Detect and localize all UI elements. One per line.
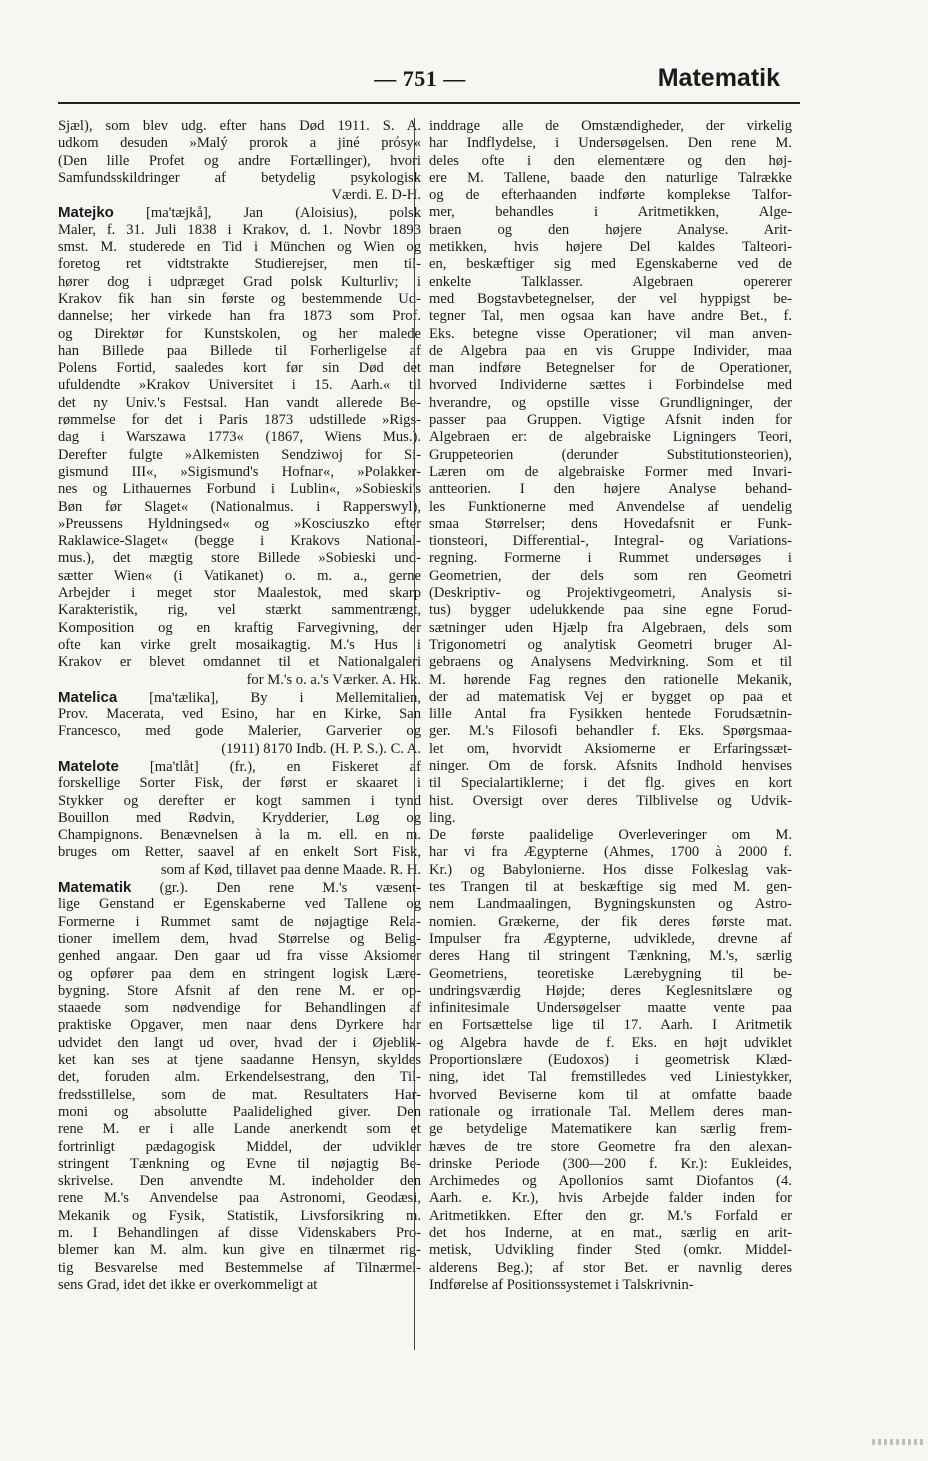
line-text: Samfundsskildringer af betydelig psykologisk <box>58 169 421 186</box>
text-line: alderens Beg.); af stor Bet. er navnlig deres <box>429 1259 792 1276</box>
text-line <box>58 1121 421 1138</box>
text-line: Aritmetikken. Efter den gr. M.'s Forfald er <box>429 1207 792 1224</box>
text-line <box>58 1139 421 1156</box>
text-line: braen og den højere Analyse. Arit- <box>429 221 792 238</box>
text-line: ere M. Tallene, baade den naturlige Talrække <box>429 169 792 186</box>
text-line: deres Hang til stringent Tænkning, M.'s, særlig <box>429 948 792 965</box>
text-line: sætninger uden Hjælp fra Algebraen, dels som <box>429 619 792 636</box>
text-line <box>58 654 421 671</box>
text-line: gebraens og Analysens Medvirkning. Som et til <box>429 654 792 671</box>
text-line <box>58 187 421 204</box>
line-text: staaede som nødvendige for Behandlingen af <box>58 1000 421 1017</box>
line-text: bygning. Store Afsnit af den rene M. er op- <box>58 982 421 999</box>
line-text: »Preussens Hyldningsed« og »Kosciuszko efter <box>58 515 421 532</box>
text-line <box>58 153 421 170</box>
line-text: det ny Univ.'s Festsal. Han vandt allerede Be- <box>58 394 421 411</box>
line-text: ofte kan virke grelt mosaikagtig. M.'s Hus i <box>58 636 421 653</box>
text-line <box>58 533 421 550</box>
line-text: gismund III«, »Sigismund's Hofnar«, »Polakker- <box>58 463 421 480</box>
text-line <box>58 1260 421 1277</box>
line-text: hører dog i udpræget Grad polsk Kulturliv; i <box>58 273 421 290</box>
line-text: det, foruden alm. Erkendelsestrang, den Til- <box>58 1069 421 1086</box>
text-line: inddrage alle de Omstændigheder, der virkelig <box>429 118 792 134</box>
line-text: bruges om Retter, saavel af en enkelt Sort Fisk, <box>58 844 421 861</box>
line-text: [ma'tæjkå], Jan (Aloisius), polsk <box>113 205 421 222</box>
line-text: nes og Lithauernes Forbund i Lublin«, »Sobieski's <box>58 481 421 498</box>
text-line <box>58 741 421 758</box>
text-line: de Algebra paa en vis Gruppe Individer, maa <box>429 342 792 359</box>
text-line: tionsteori, Differential-, Integral- og Variations- <box>429 533 792 550</box>
text-line <box>58 447 421 464</box>
text-line <box>58 672 421 689</box>
text-line <box>58 1156 421 1173</box>
text-line: Eks. betegne visse Operationer; vil man anven- <box>429 325 792 342</box>
text-line <box>58 464 421 481</box>
line-text: foretog ret vidtstrakte Studierejser, men til- <box>58 256 421 273</box>
text-line: regning. Formerne i Rummet undersøges i <box>429 550 792 567</box>
text-line: Indførelse af Positionssystemet i Talskrivnin- <box>429 1276 694 1293</box>
text-line <box>58 966 421 983</box>
text-line <box>58 948 421 965</box>
text-line: det hos Inderne, at en mat., særlig en arit- <box>429 1225 792 1241</box>
text-line: metikken, hvis højere Del kaldes Talteori- <box>429 239 792 256</box>
text-line: med Bogstavbetegnelser, der vel hyppigst be- <box>429 290 792 307</box>
text-line: M. hørende Fag regnes den rationelle Mekanik, <box>429 671 792 688</box>
text-line <box>58 1225 421 1242</box>
text-line: Kr.) og Babylonierne. Hos disse Folkeslag vak- <box>429 861 792 878</box>
text-line: mer, behandles i Aritmetikken, Alge- <box>429 204 792 221</box>
line-text: genhed angaar. Den gaar ud fra visse Aksiomer <box>58 948 421 965</box>
text-line <box>58 983 421 1000</box>
text-line: passer paa Gruppen. Vigtige Afsnit inden for <box>429 412 792 429</box>
line-text: Polens Fortid, saaledes kort før sin Død det <box>58 360 421 377</box>
text-line <box>58 637 421 654</box>
line-text: (Den lille Profet og andre Fortællinger), hvori <box>58 152 421 169</box>
column-divider <box>414 118 415 1350</box>
line-text: blemer kan M. alm. kun give en tilnærmet rig- <box>58 1242 421 1259</box>
text-line <box>58 1208 421 1225</box>
text-line: antteorien. I den højere Analyse behand- <box>429 481 792 498</box>
scan-artifact <box>872 1439 924 1445</box>
line-text: han Billede paa Billede til Forherligelse af <box>58 342 421 359</box>
line-text: Champignons. Benævnelsen à la m. ell. en m. <box>58 827 421 844</box>
text-line <box>58 326 421 343</box>
line-text: Formerne i Rummet samt de nøjagtige Rela- <box>58 913 421 930</box>
line-text: dag i Warszawa 1773« (1867, Wiens Mus.). <box>58 429 421 446</box>
text-line: lille Antal fra Fysikken hentede Forudsætnin- <box>429 706 792 723</box>
text-line <box>58 931 421 948</box>
text-line: Aarh. e. Kr.), hvis Arbejde falder inden for <box>429 1190 792 1207</box>
text-line <box>58 793 421 810</box>
text-line <box>58 1173 421 1190</box>
text-line <box>58 810 421 827</box>
text-line <box>58 222 421 239</box>
text-line: deles ofte i den elementære og den høj- <box>429 152 792 169</box>
text-line: nomien. Grækerne, der fik deres første mat. <box>429 913 792 930</box>
text-line <box>58 412 421 429</box>
text-line <box>58 1035 421 1052</box>
running-head: Matematik <box>657 64 780 92</box>
line-text: sætter Wien« (i Vatikanet) o. m. a., gerne <box>58 567 421 584</box>
page-number: — 751 — <box>374 66 466 91</box>
text-line: De første paalidelige Overleveringer om M. <box>429 827 792 844</box>
line-text: tioner imellem dem, hvad Størrelse og Belig- <box>58 930 421 947</box>
text-line <box>58 170 421 187</box>
text-line <box>58 1277 421 1294</box>
entry-headword: Matematik <box>58 879 132 897</box>
text-line <box>58 879 421 896</box>
text-line: Archimedes og Apollonios samt Diofantos (4. <box>429 1173 792 1190</box>
line-text: dannelse; her virkede han fra 1873 som Prof. <box>58 308 421 325</box>
header-rule <box>58 102 800 104</box>
text-line: drinske Periode (300—200 f. Kr.): Eukleides, <box>429 1155 792 1172</box>
text-line: ger. M.'s Filosofi behandler f. Eks. Spørgsmaa- <box>429 723 792 740</box>
text-line: hist. Oversigt over deres Tilblivelse og Udvik- <box>429 792 792 809</box>
text-line: Impulser fra Ægypterne, udviklede, drevne af <box>429 930 792 947</box>
text-line: og Algebra havde de f. Eks. en højt udviklet <box>429 1034 792 1051</box>
text-line: tus) bygger udelukkende paa sine egne Forud- <box>429 602 792 619</box>
line-text: udvidet den langt ud over, hvad der i Øjeblik- <box>58 1034 421 1051</box>
line-text: Francesco, med gode Malerier, Garverier og <box>58 723 421 740</box>
text-line: tegner Tal, men ogsaa kan have andre Bet., f. <box>429 308 792 325</box>
line-text: moni og absolutte Paalidelighed giver. Den <box>58 1103 421 1120</box>
line-text: Stykker og derefter er kogt sammen i tynd <box>58 792 421 809</box>
line-text: rømmelse for det i Paris 1873 udstillede »Rigs- <box>58 412 421 429</box>
line-text: tig Besvarelse med Bestemmelse af Tilnærmel- <box>58 1259 421 1276</box>
text-line <box>58 499 421 516</box>
text-line: hæves de tre store Geometre fra den alexan- <box>429 1138 792 1155</box>
text-line <box>58 1069 421 1086</box>
line-text: Bøn før Slaget« (Nationalmus. i Rapperswyl), <box>58 498 421 515</box>
line-text: Komposition og en kraftig Farvegivning, der <box>58 619 421 636</box>
line-text: Krakov fik han sin første og bestemmende Ud- <box>58 290 421 307</box>
text-line <box>58 377 421 394</box>
text-line <box>58 862 421 879</box>
line-text: rene M.'s Anvendelse paa Astronomi, Geodæsi, <box>58 1190 421 1207</box>
text-line: enkelte Talklasser. Algebraen opererer <box>429 273 792 290</box>
line-text: Sjæl), som blev udg. efter hans Død 1911. S. A. <box>58 118 421 134</box>
text-line: nem Landmaalingen, Bygningskunsten og Astro- <box>429 896 792 913</box>
text-line <box>58 343 421 360</box>
text-line <box>58 896 421 913</box>
line-text: lige Genstand er Egenskaberne ved Tallene og <box>58 896 421 913</box>
text-line: Gruppeteorien (derunder Substitutionsteorien), <box>429 446 792 463</box>
line-text: Maler, f. 31. Juli 1838 i Krakov, d. 1. Novbr 1893 <box>58 221 421 238</box>
line-text: Derefter fulgte »Alkemisten Sendziwoj for Si- <box>58 446 421 463</box>
line-text: Bouillon med Rødvin, Krydderier, Løg og <box>58 809 421 826</box>
text-line: infinitesimale Undersøgelser maatte vente paa <box>429 1000 792 1017</box>
text-line: hverandre, og opstille visse Grundligninger, der <box>429 394 792 411</box>
line-text: Værdi. E. D-H. <box>331 187 421 204</box>
right-column <box>429 118 792 1294</box>
text-line <box>58 914 421 931</box>
text-line <box>58 239 421 256</box>
line-text: Prov. Macerata, ved Esino, har en Kirke, San <box>58 706 421 723</box>
line-text: [ma'tlåt] (fr.), en Fiskeret af <box>118 758 421 775</box>
text-line <box>58 204 421 221</box>
text-line: en, beskæftiger sig med Egenskaberne ved de <box>429 256 792 273</box>
text-line: rationale og irrationale Tal. Mellem deres man- <box>429 1103 792 1120</box>
text-line <box>58 550 421 567</box>
text-line <box>58 256 421 273</box>
line-text: fredsstillelse, som de mat. Resultaters Har- <box>58 1086 421 1103</box>
line-text: (1911) 8170 Indb. (H. P. S.). C. A. <box>221 740 421 757</box>
entry-headword: Matejko <box>58 204 114 222</box>
line-text: som af Kød, tillavet paa denne Maade. R. H. <box>160 861 421 878</box>
text-line <box>58 1104 421 1121</box>
text-line <box>58 1017 421 1034</box>
line-text: smst. M. studerede en Tid i München og Wien og <box>58 239 421 256</box>
text-line <box>58 308 421 325</box>
text-line: hvorved Beviserne kom til at omfatte baade <box>429 1086 792 1103</box>
text-line: (Deskriptiv- og Projektivgeometri, Analysis si- <box>429 585 792 602</box>
text-line: man indføre Betegnelser for de Operationer, <box>429 360 792 377</box>
text-line <box>58 1000 421 1017</box>
text-line <box>58 706 421 723</box>
text-line <box>58 429 421 446</box>
text-line <box>58 568 421 585</box>
line-text: [ma'tælika], By i Mellemitalien, <box>117 689 421 706</box>
line-text: praktiske Opgaver, men naar dens Dyrkere har <box>58 1017 421 1034</box>
text-line <box>58 620 421 637</box>
text-line: til Specialartiklerne; i det flg. gives en kort <box>429 775 792 792</box>
line-text: og opfører paa dem en stringent logisk Lære- <box>58 965 421 982</box>
text-line: og de efterhaanden indførte komplekse Talfor- <box>429 187 792 204</box>
text-line: der ad matematisk Vej er bygget op paa et <box>429 688 792 705</box>
text-line <box>58 775 421 792</box>
left-column <box>58 118 421 1294</box>
text-line: undringsværdig Højde; deres Keglesnitslære og <box>429 982 792 999</box>
line-text: ket kan ses at tjene saadanne Hensyn, skyldes <box>58 1052 421 1069</box>
line-text: udkom desuden »Malý prorok a jiné prósy« <box>58 135 421 152</box>
line-text: rene M. er i alle Lande anerkendt som et <box>58 1121 421 1138</box>
text-line: en Fortsættelse lige til 17. Aarh. I Aritmetik <box>429 1017 792 1034</box>
text-line: hvorved Individerne sættes i Forbindelse med <box>429 377 792 394</box>
text-line <box>58 360 421 377</box>
text-line <box>58 689 421 706</box>
line-text: m. I Behandlingen af disse Videnskabers Pro- <box>58 1225 421 1241</box>
entry-headword: Matelica <box>58 688 118 706</box>
text-line <box>58 758 421 775</box>
line-text: skrivelse. Den anvendte M. indeholder den <box>58 1173 421 1190</box>
text-line: let om, hvorvidt Aksiomerne er Erfaringssæt- <box>429 740 792 757</box>
text-line <box>58 844 421 861</box>
text-line: Proportionslære (Eudoxos) i geometrisk Klæd- <box>429 1052 792 1069</box>
text-line <box>58 827 421 844</box>
line-text: fortrinligt pædagogisk Middel, der udvikler <box>58 1138 421 1155</box>
text-line <box>58 516 421 533</box>
text-line <box>58 723 421 740</box>
text-line: smaa Størrelser; dens Hovedafsnit er Funk- <box>429 515 792 532</box>
text-line <box>58 1052 421 1069</box>
text-line: har Indflydelse, i Undersøgelsen. Den rene M. <box>429 135 792 152</box>
text-line <box>58 1242 421 1259</box>
line-text: stringent Tænkning og Evne til nøjagtig Be- <box>58 1155 421 1172</box>
line-text: forskellige Sorter Fisk, der først er skaaret i <box>58 775 421 792</box>
line-text: sens Grad, idet det ikke er overkommeligt at <box>58 1276 318 1293</box>
text-line: tes Trangen til at beskæftige sig med M. gen- <box>429 879 792 896</box>
text-line: har vi fra Ægypterne (Ahmes, 1700 à 2000 f. <box>429 844 792 861</box>
text-line: ge betydelige Matematikere kan særlig frem- <box>429 1121 792 1138</box>
text-line <box>58 118 421 135</box>
text-line <box>58 602 421 619</box>
line-text: Mekanik og Fysik, Statistik, Livsforsikring m. <box>58 1207 421 1224</box>
text-line: Geometrien, der dels som ren Geometri <box>429 567 792 584</box>
line-text: for M.'s o. a.'s Værker. A. Hk. <box>246 671 421 688</box>
text-line: les Funktionerne med Anvendelse af uendelig <box>429 498 792 515</box>
text-line <box>58 395 421 412</box>
line-text: Krakov er blevet omdannet til et Nationalgaleri <box>58 654 421 671</box>
text-line <box>58 481 421 498</box>
text-line <box>58 274 421 291</box>
text-line <box>58 585 421 602</box>
text-line: Geometriens, teoretiske Lærebygning til be- <box>429 965 792 982</box>
line-text: Raklawice-Slaget« (begge i Krakovs National- <box>58 533 421 550</box>
text-line: Læren om de algebraiske Former med Invari- <box>429 463 792 480</box>
text-line: ling. <box>429 809 456 826</box>
text-line <box>58 135 421 152</box>
text-line <box>58 1190 421 1207</box>
text-line: ninger. Om de forsk. Afsnits Indhold henvises <box>429 757 792 774</box>
entry-headword: Matelote <box>58 757 119 775</box>
text-line: Algebraen er: de algebraiske Ligningers Teori, <box>429 429 792 446</box>
line-text: (gr.). Den rene M.'s væsent- <box>131 880 421 897</box>
line-text: og Direktør for Kunstskolen, og her malede <box>58 325 421 342</box>
text-line <box>58 291 421 308</box>
text-line: Trigonometri og analytisk Geometri bruger Al- <box>429 636 792 653</box>
text-line <box>58 1087 421 1104</box>
line-text: Karakteristik, rig, vel stærkt sammentrængt, <box>58 602 421 619</box>
text-line: ning, idet Tal fremstilledes ved Liniestykker, <box>429 1069 792 1086</box>
line-text: ufuldendte »Krakov Universitet i 15. Aarh.« til <box>58 377 421 394</box>
text-line: metisk, Udvikling finder Sted (omkr. Middel- <box>429 1242 792 1259</box>
line-text: mus.), det mægtig store Billede »Sobieski und- <box>58 550 421 567</box>
line-text: Arbejder i meget stor Maalestok, med skarp <box>58 585 421 602</box>
